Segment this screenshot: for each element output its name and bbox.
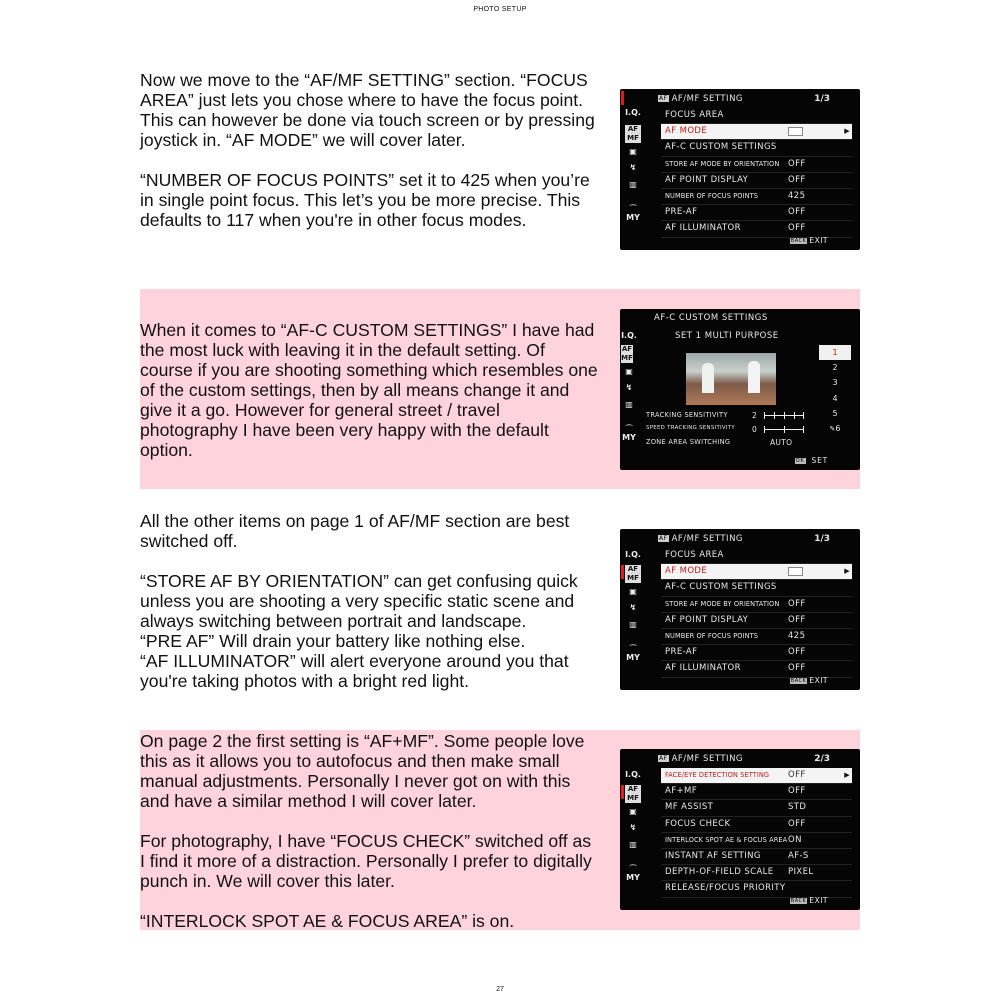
menu-item[interactable]: INSTANT AF SETTING AF-S <box>661 849 852 865</box>
menu-page-indicator: 1/3 <box>814 94 830 104</box>
paragraph: All the other items on page 1 of AF/MF section are best switched off. <box>140 511 570 551</box>
menu-item[interactable]: MF ASSIST STD <box>661 800 852 816</box>
menu-sidebar <box>620 529 642 690</box>
menu-item[interactable]: AF ILLUMINATOR OFF <box>661 221 852 237</box>
menu-item-selected[interactable]: AF MODE ▶ <box>661 124 852 140</box>
afc-custom-settings-screenshot <box>620 309 860 470</box>
menu-sidebar <box>620 309 642 470</box>
movie-icon: ▥ <box>625 400 633 409</box>
menu-page-indicator: 2/3 <box>814 754 830 764</box>
iq-icon: I.Q. <box>625 770 641 779</box>
set-preview-image <box>686 353 776 405</box>
set-number-list <box>819 345 851 436</box>
wrench-icon: ⁔ <box>629 857 637 866</box>
paragraph: For photography, I have “FOCUS CHECK” switched off as I find it more of a distraction. Personally I prefer to digitally punch in. We will cover this later. <box>140 831 592 891</box>
menu-title: AF-C CUSTOM SETTINGS <box>654 313 768 323</box>
menu-item[interactable]: RELEASE/FOCUS PRIORITY <box>661 881 852 897</box>
selection-marker <box>621 565 624 579</box>
menu-item[interactable]: FOCUS AREA <box>661 548 852 564</box>
menu-item[interactable]: NUMBER OF FOCUS POINTS 425 <box>661 189 852 205</box>
camera-icon: ▣ <box>625 367 633 376</box>
set-number[interactable]: ✎6 <box>829 423 841 433</box>
af-mf-icon: AF MF <box>625 125 641 143</box>
af-mf-setting-screenshot <box>620 89 860 250</box>
menu-item-selected[interactable]: FACE/EYE DETECTION SETTING OFF ▶ <box>661 768 852 784</box>
paragraph: “INTERLOCK SPOT AE & FOCUS AREA” is on. <box>140 911 515 931</box>
menu-title: AF AF/MF SETTING <box>659 754 744 764</box>
paragraph: On page 2 the first setting is “AF+MF”. Some people love this as it allows you to autofocus and then make small manual adjustments. Personally I never got on with this and have a similar method I will cover later. <box>140 731 585 811</box>
set-number[interactable]: 2 <box>832 363 838 373</box>
speed-tracking-row: SPEED TRACKING SENSITIVITY 0 <box>646 425 735 431</box>
menu-item[interactable]: STORE AF MODE BY ORIENTATION OFF <box>661 597 852 613</box>
menu-item-selected[interactable]: AF MODE ▶ <box>661 564 852 580</box>
af-mf-setting-screenshot <box>620 529 860 690</box>
set-number[interactable]: 3 <box>832 378 838 388</box>
menu-page-indicator: 1/3 <box>814 534 830 544</box>
exit-hint: BACK EXIT <box>790 676 828 685</box>
af-mf-icon: AF MF <box>625 785 641 803</box>
custom-set-icon: ✎ <box>829 424 836 433</box>
set-name: SET 1 MULTI PURPOSE <box>675 331 779 341</box>
exit-hint: BACK EXIT <box>790 236 828 245</box>
my-menu-icon: MY <box>626 213 640 222</box>
set-number-selected[interactable]: 1 <box>819 345 851 360</box>
menu-sidebar <box>620 89 642 250</box>
camera-icon: ▣ <box>629 147 637 156</box>
iq-icon: I.Q. <box>625 550 641 559</box>
flash-icon: ↯ <box>625 383 633 392</box>
menu-title: AF AF/MF SETTING <box>659 534 744 544</box>
section-3-text <box>140 511 600 691</box>
paragraph: When it comes to “AF-C CUSTOM SETTINGS” I have had the most luck with leaving it in the default setting. Of course if you are shooting something which resembles one of the custom settings, then by all means change it and give it a go. However for general street / travel photography I have been very happy with the default option. <box>140 320 598 460</box>
tracking-sensitivity-row: TRACKING SENSITIVITY 2 <box>646 411 728 419</box>
selection-marker <box>621 785 624 799</box>
menu-item[interactable]: FOCUS CHECK OFF <box>661 817 852 833</box>
movie-icon: ▥ <box>629 840 637 849</box>
menu-item[interactable]: AF-C CUSTOM SETTINGS <box>661 580 852 596</box>
iq-icon: I.Q. <box>625 108 641 117</box>
focus-box-icon <box>788 127 803 136</box>
zone-area-switching-row: ZONE AREA SWITCHING AUTO <box>646 438 793 447</box>
section-4-text <box>140 731 600 931</box>
menu-item[interactable]: PRE-AF OFF <box>661 205 852 221</box>
af-mf-setting-page-2-screenshot <box>620 749 860 910</box>
paragraph: “PRE AF” Will drain your battery like nothing else. <box>140 631 526 651</box>
paragraph: Now we move to the “AF/MF SETTING” section. “FOCUS AREA” just lets you chose where to have the focus point. This can however be done via touch screen or by pressing joystick in. “AF MODE” we will cover later. <box>140 70 595 150</box>
menu-item[interactable]: DEPTH-OF-FIELD SCALE PIXEL <box>661 865 852 881</box>
menu-sidebar <box>620 749 642 910</box>
my-menu-icon: MY <box>626 653 640 662</box>
flash-icon: ↯ <box>629 603 637 612</box>
tracking-sensitivity-slider <box>764 415 804 416</box>
speed-tracking-slider <box>764 429 804 430</box>
wrench-icon: ⁔ <box>629 197 637 206</box>
paragraph: “AF ILLUMINATOR” will alert everyone around you that you're taking photos with a bright red light. <box>140 651 569 691</box>
menu-item[interactable]: NUMBER OF FOCUS POINTS 425 <box>661 629 852 645</box>
menu-item[interactable]: FOCUS AREA <box>661 108 852 124</box>
set-number[interactable]: 4 <box>832 393 838 403</box>
movie-icon: ▥ <box>629 620 637 629</box>
camera-icon: ▣ <box>629 587 637 596</box>
menu-list <box>661 108 852 238</box>
set-hint: OK SET <box>795 456 828 465</box>
wrench-icon: ⁔ <box>629 637 637 646</box>
selection-marker <box>621 91 624 105</box>
menu-item[interactable]: AF ILLUMINATOR OFF <box>661 661 852 677</box>
flash-icon: ↯ <box>629 823 637 832</box>
section-2-text <box>140 320 600 460</box>
wrench-icon: ⁔ <box>625 417 633 426</box>
menu-item[interactable]: INTERLOCK SPOT AE & FOCUS AREA ON <box>661 833 852 849</box>
menu-list <box>661 768 852 898</box>
flash-icon: ↯ <box>629 163 637 172</box>
focus-box-icon <box>788 567 803 576</box>
menu-title: AF AF/MF SETTING <box>659 94 744 104</box>
paragraph: “NUMBER OF FOCUS POINTS” set it to 425 when you’re in single point focus. This let’s you be more precise. This defaults to 117 when you're in other focus modes. <box>140 170 590 230</box>
iq-icon: I.Q. <box>621 331 637 340</box>
menu-item[interactable]: PRE-AF OFF <box>661 645 852 661</box>
movie-icon: ▥ <box>629 180 637 189</box>
paragraph: “STORE AF BY ORIENTATION” can get confusing quick unless you are shooting a very specific static scene and always switching between portrait and landscape. <box>140 571 578 631</box>
menu-item[interactable]: STORE AF MODE BY ORIENTATION OFF <box>661 157 852 173</box>
set-number[interactable]: 5 <box>832 408 838 418</box>
page-header: PHOTO SETUP <box>473 6 527 13</box>
section-1-text <box>140 70 600 230</box>
page-number: 27 <box>496 986 504 993</box>
af-mf-icon: AF MF <box>625 565 641 583</box>
camera-icon: ▣ <box>629 807 637 816</box>
menu-item[interactable]: AF-C CUSTOM SETTINGS <box>661 140 852 156</box>
menu-item[interactable]: AF POINT DISPLAY OFF <box>661 173 852 189</box>
menu-item[interactable]: AF+MF OFF <box>661 784 852 800</box>
af-mf-icon: AF MF <box>621 345 633 362</box>
menu-item[interactable]: AF POINT DISPLAY OFF <box>661 613 852 629</box>
my-menu-icon: MY <box>626 873 640 882</box>
my-menu-icon: MY <box>622 433 636 442</box>
arrow-right-icon: ▶ <box>844 127 850 136</box>
menu-list <box>661 548 852 678</box>
arrow-right-icon: ▶ <box>844 567 850 576</box>
arrow-right-icon: ▶ <box>844 771 850 779</box>
exit-hint: BACK EXIT <box>790 896 828 905</box>
